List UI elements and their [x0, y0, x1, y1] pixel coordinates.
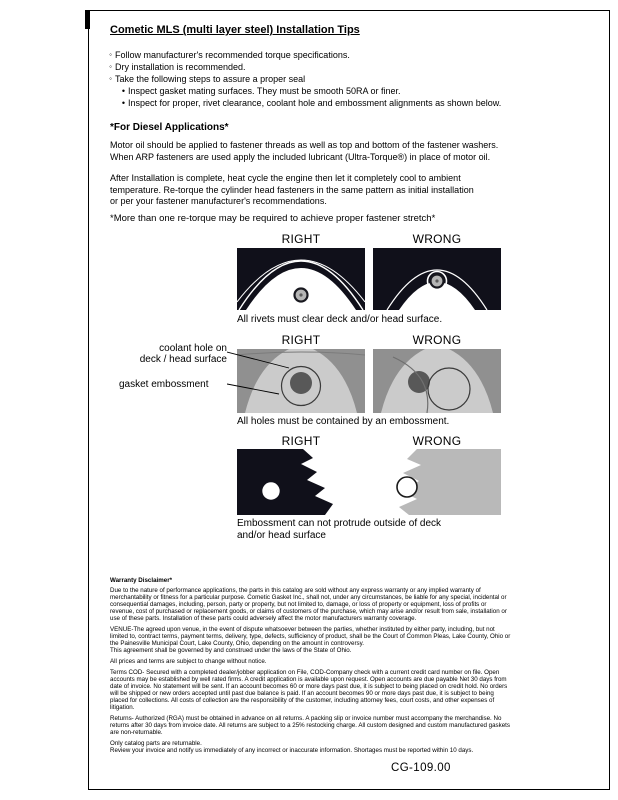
page-title: Cometic MLS (multi layer steel) Installation Tips	[110, 24, 360, 36]
circle-bullet-icon: ◦	[109, 62, 112, 71]
rivet-right-illustration	[237, 248, 365, 310]
tip-text: Follow manufacturer's recommended torque specifications.	[115, 50, 350, 60]
rivet-wrong-illustration	[373, 248, 501, 310]
diesel-paragraph-1	[110, 140, 498, 163]
sub-tip-text: Inspect for proper, rivet clearance, coolant hole and embossment alignments as shown below.	[128, 98, 502, 108]
hole-wrong-diagram	[373, 349, 501, 413]
annotation-line: coolant hole on	[159, 343, 227, 354]
right-label-holes: RIGHT	[281, 333, 321, 347]
embossment-wrong-diagram	[373, 449, 501, 515]
annotation-arrow-lines	[227, 344, 293, 406]
right-label-rivets: RIGHT	[281, 232, 321, 246]
tip-text: Dry installation is recommended.	[115, 62, 246, 72]
embossment-annotation: gasket embossment	[119, 379, 209, 390]
circle-bullet-icon: ◦	[109, 50, 112, 59]
rivet-wrong-diagram	[373, 248, 501, 310]
disclaimer-paragraph: VENUE-The agreed upon venue, in the event of dispute whatsoever between the parties, whether instituted by either party, including, but not limited to, contract terms, payment terms, delivery, type, defects, sufficiency of product, shall be the Court of Common Pleas, Lake County, Ohio or the Painesville Municipal Court, Lake County, Ohio, depending on the amount in controversy.	[110, 626, 511, 647]
retorque-note: *More than one re-torque may be required to achieve proper fastener stretch*	[110, 213, 436, 224]
paragraph-line: or per your fastener manufacturer's recommendations.	[110, 196, 327, 206]
right-label-embossment: RIGHT	[281, 434, 321, 448]
dot-bullet-icon: •	[121, 86, 126, 96]
disclaimer-paragraph: All prices and terms are subject to change without notice.	[110, 658, 267, 665]
tip-item	[106, 61, 501, 73]
coolant-hole-annotation	[129, 343, 227, 365]
sub-tip-item	[119, 97, 501, 109]
sub-tip-text: Inspect gasket mating surfaces. They must be smooth 50RA or finer.	[128, 86, 401, 96]
registration-mark	[85, 10, 90, 29]
diesel-paragraph-2	[110, 173, 474, 208]
annotation-line: deck / head surface	[139, 354, 227, 365]
page-frame	[88, 10, 610, 790]
circle-bullet-icon: ◦	[109, 74, 112, 83]
paragraph-line: When ARP fasteners are used apply the included lubricant (Ultra-Torque®) in place of motor oil.	[110, 151, 491, 162]
diesel-applications-heading: *For Diesel Applications*	[110, 122, 229, 133]
embossment-right-illustration	[237, 449, 365, 515]
tip-text: Take the following steps to assure a proper seal	[115, 74, 306, 84]
dot-bullet-icon: •	[121, 98, 126, 108]
paragraph-line: After Installation is complete, heat cycle the engine then let it completely cool to ambient	[110, 173, 461, 183]
disclaimer-paragraph: Only catalog parts are returnable.	[110, 740, 202, 747]
disclaimer-paragraph: Terms COD- Secured with a completed dealer/jobber application on File, COD-Company check with a current credit card number on file. Open accounts may be established by well rated firms. A credit application is available upon request. Open accounts are due payable Net 30 days from date of invoice. No statement will be sent. If an account becomes 60 or more days past due, it is subject to being placed on credit hold. No orders will be shipped or new orders accepted until past due balance is paid. If an account becomes 90 or more days past due, it is subject to being placed for collections. All costs of collection are the responsibility of the customer, including attorney fees, court costs, and other expenses of litigation.	[110, 669, 508, 711]
hole-wrong-illustration	[373, 349, 501, 413]
paragraph-line: Motor oil should be applied to fastener threads as well as top and bottom of the fastener washers.	[110, 140, 499, 150]
warranty-disclaimer-heading: Warranty Disclaimer*	[110, 577, 173, 584]
wrong-label-holes: WRONG	[412, 333, 462, 347]
rivet-right-diagram	[237, 248, 365, 310]
embossment-wrong-illustration	[373, 449, 501, 515]
footer-code: CG-109.00	[391, 762, 451, 774]
tip-item	[106, 49, 501, 61]
disclaimer-paragraph: This agreement shall be governed by and construed under the laws of the State of Ohio.	[110, 647, 352, 654]
sub-tip-item	[119, 85, 501, 97]
disclaimer-paragraph: Returns- Authorized (RGA) must be obtained in advance on all returns. A packing slip or invoice number must accompany the merchandise. No returns after 30 days from invoice date. All returns are subject to a 25% restocking charge. All custom designed and custom manufactured gaskets are non-returnable.	[110, 715, 510, 736]
holes-caption: All holes must be contained by an embossment.	[237, 416, 450, 427]
rivets-caption: All rivets must clear deck and/or head surface.	[237, 314, 443, 325]
tip-item	[106, 73, 501, 85]
disclaimer-paragraph: Due to the nature of performance applications, the parts in this catalog are sold without any express warranty or any implied warranty of merchantability or fitness for a particular purpose. Cometic Gasket Inc., shall not, under any circumstances, be liable for any special, incidental or consequential damages, including, person, party or property, but not limited to, damage, or loss of property or equipment, loss of profits or revenue, cost of purchased or replacement goods, or claims of customers of the purchase, which may arise and/or result from sale, installation or use of these parts. Installation of these parts could adversely affect the motor manufacturers warranty coverage.	[110, 587, 507, 622]
warranty-disclaimer	[110, 577, 512, 758]
wrong-label-embossment: WRONG	[412, 434, 462, 448]
paragraph-line: temperature. Re-torque the cylinder head fasteners in the same pattern as initial installation	[110, 184, 474, 195]
wrong-label-rivets: WRONG	[412, 232, 462, 246]
embossment-right-diagram	[237, 449, 365, 515]
embossment-caption: Embossment can not protrude outside of deck and/or head surface	[237, 518, 442, 541]
disclaimer-paragraph: Review your invoice and notify us immediately of any incorrect or inaccurate information. Shortages must be reported within 10 days.	[110, 747, 474, 754]
tips-list	[106, 49, 501, 109]
